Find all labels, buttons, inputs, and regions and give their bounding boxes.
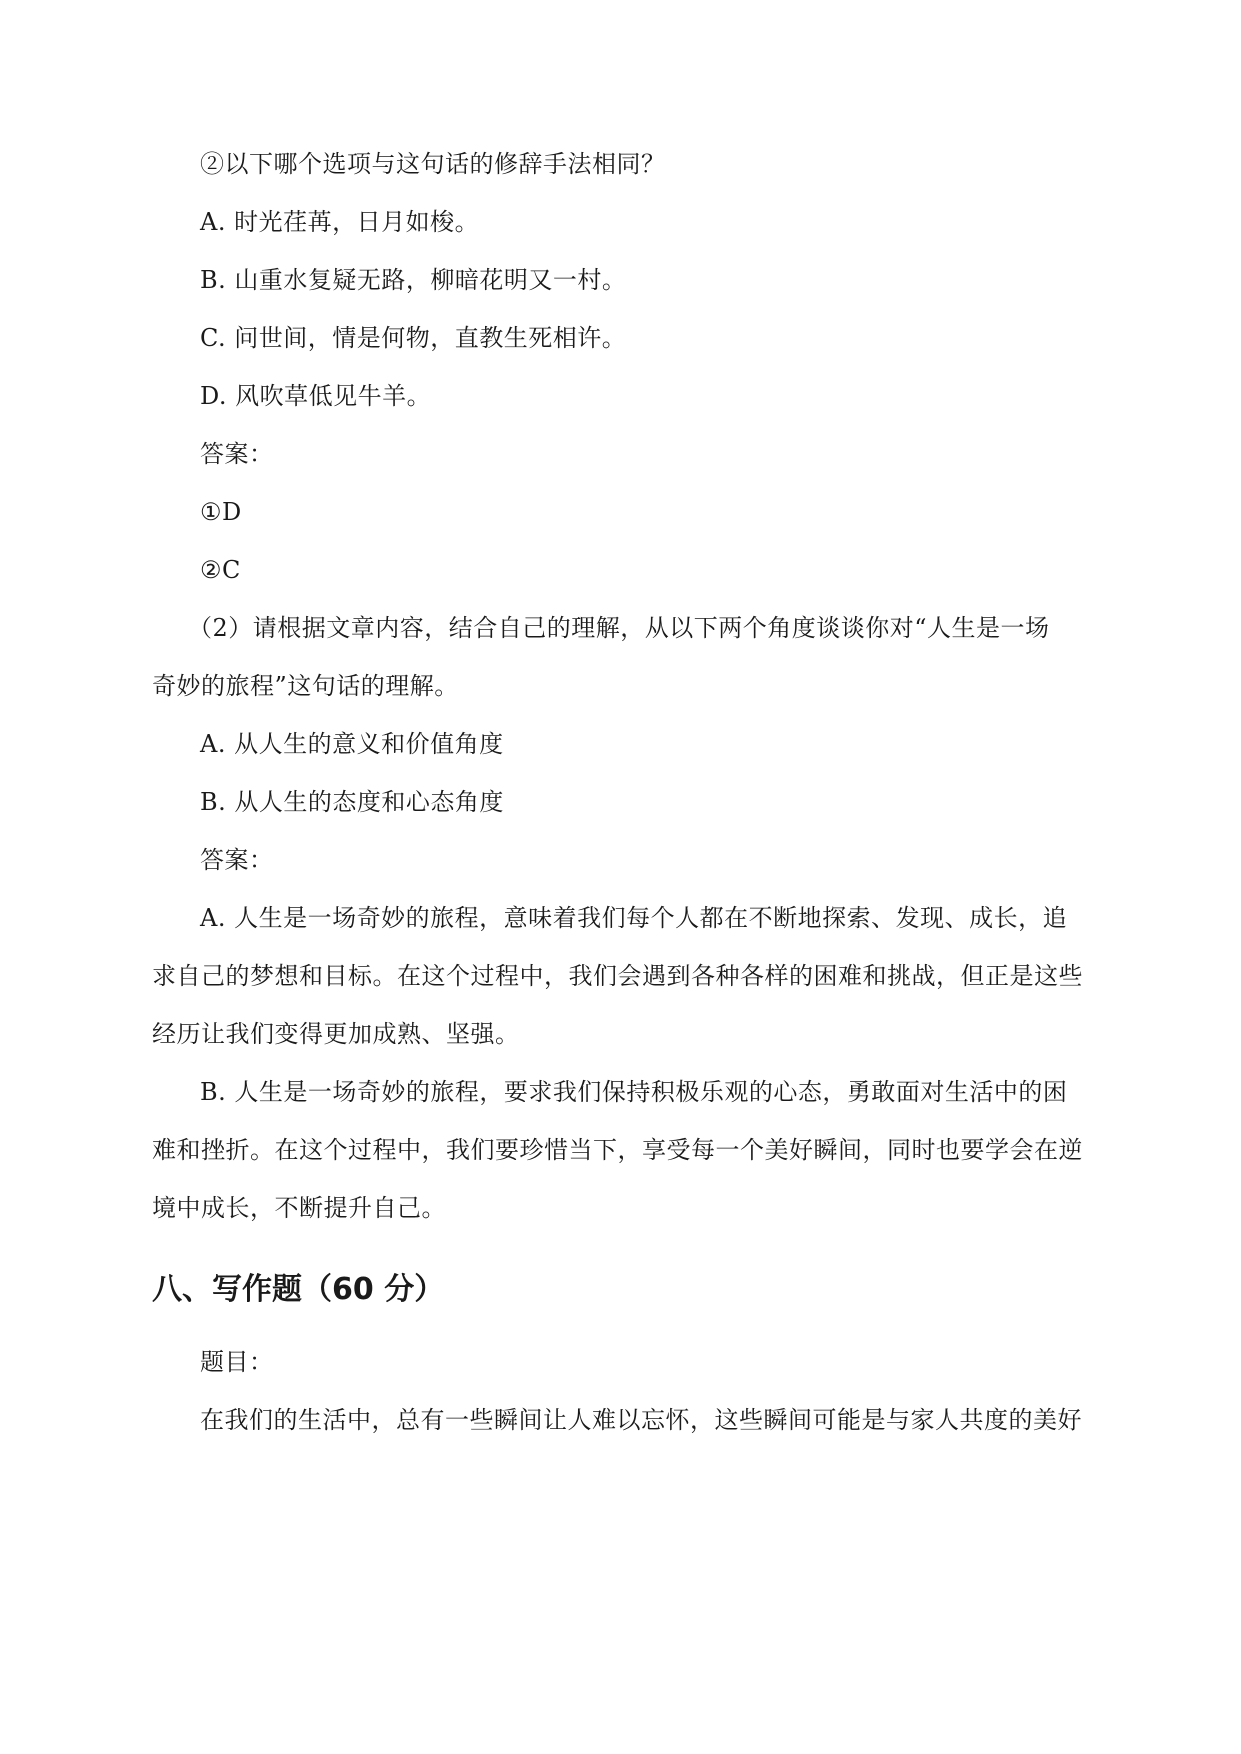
answer-1: ①D [200, 498, 242, 526]
part2-answer-a-line3: 经历让我们变得更加成熟、坚强。 [152, 1020, 520, 1048]
section-heading: 八、写作题（60 分） [152, 1272, 445, 1307]
question-stem: ②以下哪个选项与这句话的修辞手法相同？ [200, 150, 666, 178]
part2-answer-b-line1: B. 人生是一场奇妙的旅程，要求我们保持积极乐观的心态，勇敢面对生活中的困 [200, 1078, 1068, 1106]
option-c: C. 问世间，情是何物，直教生死相许。 [200, 324, 627, 352]
answer-2: ②C [200, 556, 241, 584]
topic-label: 题目： [200, 1348, 274, 1376]
part2-answer-b-line3: 境中成长，不断提升自己。 [152, 1194, 446, 1222]
option-a: A. 时光荏苒，日月如梭。 [200, 208, 480, 236]
answer-label: 答案： [200, 440, 274, 468]
topic-text-line1: 在我们的生活中，总有一些瞬间让人难以忘怀，这些瞬间可能是与家人共度的美好 [200, 1406, 1082, 1434]
option-b: B. 山重水复疑无路，柳暗花明又一村。 [200, 266, 627, 294]
part2-answer-a-line2: 求自己的梦想和目标。在这个过程中，我们会遇到各种各样的困难和挑战，但正是这些 [152, 962, 1083, 990]
part2-stem-line2: 奇妙的旅程”这句话的理解。 [152, 672, 459, 700]
part2-option-b: B. 从人生的态度和心态角度 [200, 788, 504, 816]
part2-answer-label: 答案： [200, 846, 274, 874]
option-d: D. 风吹草低见牛羊。 [200, 382, 432, 410]
part2-answer-a-line1: A. 人生是一场奇妙的旅程，意味着我们每个人都在不断地探索、发现、成长，追 [200, 904, 1068, 932]
part2-answer-b-line2: 难和挫折。在这个过程中，我们要珍惜当下，享受每一个美好瞬间，同时也要学会在逆 [152, 1136, 1083, 1164]
part2-option-a: A. 从人生的意义和价值角度 [200, 730, 504, 758]
part2-stem-line1: （2）请根据文章内容，结合自己的理解，从以下两个角度谈谈你对“人生是一场 [188, 614, 1050, 642]
